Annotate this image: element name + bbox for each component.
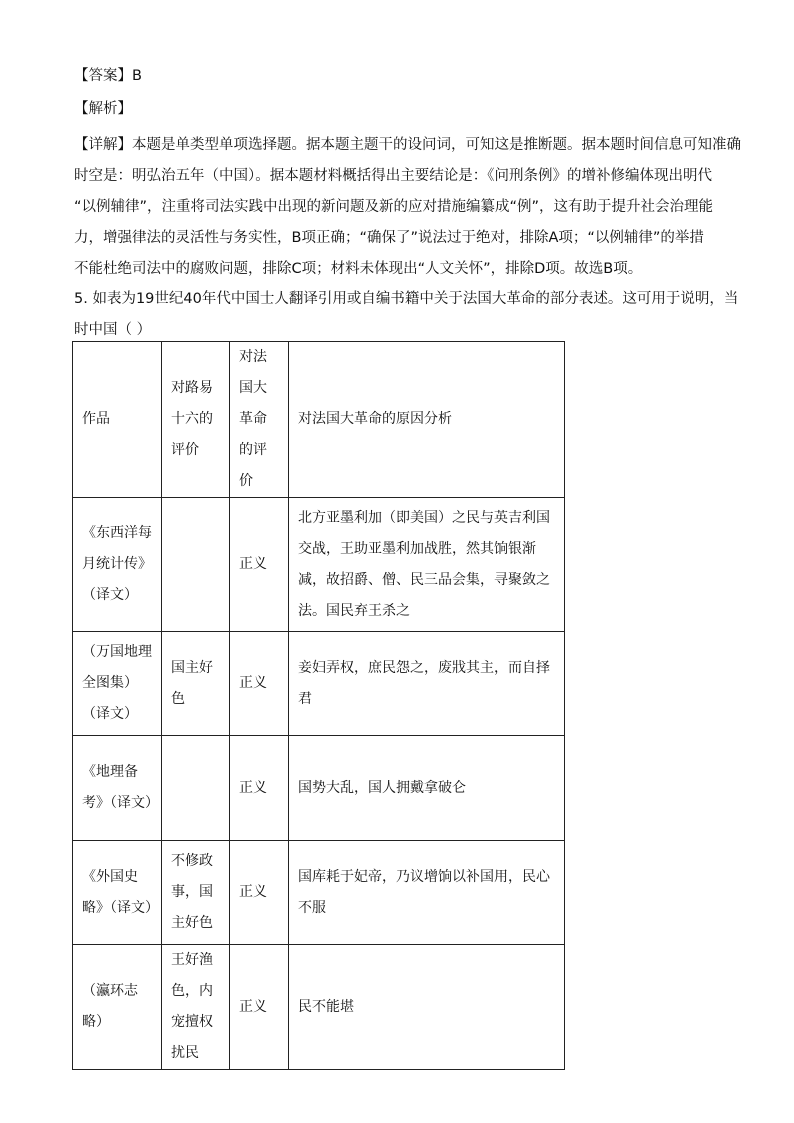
revolution-table xyxy=(72,341,565,1070)
table-row xyxy=(73,841,565,945)
table-cell: （瀛环志略） xyxy=(73,945,162,1070)
table-cell: 《外国史略》（译文） xyxy=(73,841,162,945)
table-cell: 正义 xyxy=(230,945,289,1070)
explanation-line: 【详解】本题是单类型单项选择题。据本题主题干的设问词，可知这是推断题。据本题时间信息可知准确 xyxy=(74,137,741,153)
answer-line: 【答案】B xyxy=(74,68,142,84)
table-header-row xyxy=(73,342,565,498)
table-cell: 正义 xyxy=(230,498,289,632)
explanation-line: 时空是：明弘治五年（中国）。据本题材料概括得出主要结论是：《问刑条例》的增补修编体现出明代 xyxy=(74,168,712,184)
question-line: 时中国（ ） xyxy=(74,322,152,338)
table-cell: 正义 xyxy=(230,841,289,945)
table-row xyxy=(73,736,565,841)
table-row xyxy=(73,498,565,632)
table-cell: 正义 xyxy=(230,632,289,736)
table-cell xyxy=(162,498,230,632)
table-row xyxy=(73,945,565,1070)
question-line: 5. 如表为19世纪40年代中国士人翻译引用或自编书籍中关于法国大革命的部分表述。这可用于说明，当 xyxy=(74,291,739,307)
explanation-line: 不能杜绝司法中的腐败问题，排除C项；材料未体现出“人文关怀”，排除D项。故选B项。 xyxy=(74,261,643,277)
table-cell xyxy=(162,736,230,841)
table-header-cell: 对法国大革命的评价 xyxy=(230,342,289,498)
analysis-label: 【解析】 xyxy=(74,101,132,117)
table-cell: 国势大乱，国人拥戴拿破仑 xyxy=(289,736,565,841)
table-cell: 民不能堪 xyxy=(289,945,565,1070)
table-cell: 不修政事，国主好色 xyxy=(162,841,230,945)
table-cell: （万国地理全图集）（译文） xyxy=(73,632,162,736)
table-cell: 《东西洋每月统计传》（译文） xyxy=(73,498,162,632)
table-header-cell: 作品 xyxy=(73,342,162,498)
explanation-line: 力，增强律法的灵活性与务实性，B项正确；“确保了”说法过于绝对，排除A项；“以例辅律”的举措 xyxy=(74,230,704,246)
table-cell: 妾妇弄权，庶民怨之，废戕其主，而自择君 xyxy=(289,632,565,736)
table-cell: 王好渔色，内宠擅权扰民 xyxy=(162,945,230,1070)
table-cell: 正义 xyxy=(230,736,289,841)
table-cell: 《地理备考》（译文） xyxy=(73,736,162,841)
table-cell: 国库耗于妃帝，乃议增饷以补国用，民心不服 xyxy=(289,841,565,945)
table-cell: 国主好色 xyxy=(162,632,230,736)
explanation-paragraph xyxy=(74,130,741,285)
question-5 xyxy=(74,284,739,346)
table-header-cell: 对路易十六的评价 xyxy=(162,342,230,498)
table-cell: 北方亚墨利加（即美国）之民与英吉利国交战，王助亚墨利加战胜，然其饷银渐减，故招爵、僧、民三品会集，寻聚敛之法。国民弃王杀之 xyxy=(289,498,565,632)
table-row xyxy=(73,632,565,736)
table-header-cell: 对法国大革命的原因分析 xyxy=(289,342,565,498)
explanation-line: “以例辅律”，注重将司法实践中出现的新问题及新的应对措施编纂成“例”，这有助于提升社会治理能 xyxy=(74,199,714,215)
